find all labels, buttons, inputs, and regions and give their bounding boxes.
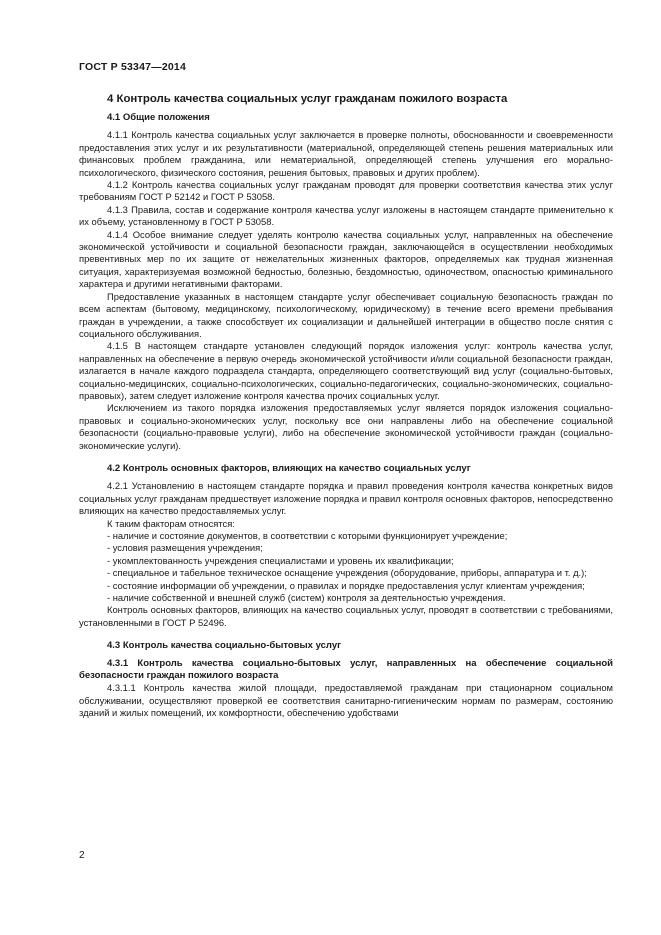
paragraph-4-2-1: 4.2.1 Установлению в настоящем стандарте порядка и правил проведения контроля качества конкретных видов социальных услуг гражданам предшествует изложение порядка и правил контроля основных факторов, непосредственно влияющих на качество предоставляемых услуг. [79, 480, 613, 517]
list-item: - наличие и состояние документов, в соответствии с которыми функционирует учреждение; [107, 530, 508, 541]
list-item: - укомплектованность учреждения специалистами и уровень их квалификации; [107, 554, 454, 566]
subsection-4-2-title: 4.2 Контроль основных факторов, влияющих на качество социальных услуг [107, 462, 471, 474]
paragraph-4-3-1-1: 4.3.1.1 Контроль качества жилой площади, предоставляемой гражданам при стационарном социальном обслуживании, осуществляют проверкой ее соответствия санитарно-гигиеническим нормам по размерам, состоянию зданий и жилых помещений, их комфортности, обеспечению удобствами [79, 682, 613, 719]
standard-header: ГОСТ Р 53347—2014 [79, 61, 187, 73]
page-number: 2 [79, 850, 85, 861]
paragraph-4-1-4: 4.1.4 Особое внимание следует уделять контролю качества социальных услуг, направленных на обеспечение экономической устойчивости и социальной безопасности граждан, заключающейся в осуществлении необходимых превентивных мер по их защите от нежелательных жизненных факторов, определяемых как трудная жизненная ситуация, характеризуемая возможной бедностью, болезнью, бездомностью, одиночеством, опасностью криминального характера и другими негативными факторами. [79, 228, 613, 290]
list-intro: К таким факторам относятся: [107, 517, 235, 529]
subsection-4-1-title: 4.1 Общие положения [107, 112, 210, 123]
paragraph-4-1-1: 4.1.1 Контроль качества социальных услуг заключается в проверке полноты, обоснованности и своевременности предоставления этих услуг и их результативности (материальной, определяющей степень решения материальных или финансовых проблем гражданина, или нематериальной, определяющей степень улучшения его морально-психологического, физического состояния, решения бытовых, правовых и других проблем). [79, 129, 613, 178]
list-item: - наличие собственной и внешней служб (систем) контроля за деятельностью учреждения. [107, 592, 506, 604]
paragraph-4-1-3: 4.1.3 Правила, состав и содержание контроля качества услуг изложены в настоящем стандарте применительно к их объему, установленному в ГОСТ Р 53058. [79, 203, 613, 228]
paragraph-4-1-5-exception: Исключением из такого порядка изложения предоставляемых услуг является порядок изложения социально-правовых и социально-экономических услуг, поскольку все они направлены либо на обеспечение социальной безопасности (социально-правовые услуги), либо на обеспечение экономической устойчивости граждан (социально-экономические услуги). [79, 402, 613, 451]
paragraph-4-2-closing: Контроль основных факторов, влияющих на качество социальных услуг, проводят в соответствии с требованиями, установленными в ГОСТ Р 52496. [79, 604, 613, 628]
subsection-4-3-title: 4.3 Контроль качества социально-бытовых услуг [107, 640, 342, 652]
paragraph-4-1-2: 4.1.2 Контроль качества социальных услуг гражданам проводят для проверки соответствия качества этих услуг требованиям ГОСТ Р 52142 и ГОСТ Р 53058. [79, 179, 613, 203]
paragraph-4-1-4-continued: Предоставление указанных в настоящем стандарте услуг обеспечивает социальную безопасность граждан по всем аспектам (бытовому, медицинскому, психологическому, юридическому) в течение всего времени пребывания граждан в учреждении, а также способствует их социализации и дальнейшей интеграции в общество после снятия с социального обслуживания. [79, 290, 613, 339]
section-title: 4 Контроль качества социальных услуг гражданам пожилого возраста [107, 93, 508, 105]
list-item: - состояние информации об учреждении, о правилах и порядке предоставления услуг клиентам учреждения; [107, 579, 585, 591]
list-item: - специальное и табельное техническое оснащение учреждения (оборудование, приборы, аппаратура и т. д.); [107, 567, 587, 579]
subsection-4-3-1-title: 4.3.1 Контроль качества социально-бытовых услуг, направленных на обеспечение социальной безопасности граждан пожилого возраста [79, 657, 613, 682]
document-body [79, 92, 613, 720]
list-item: - условия размещения учреждения; [107, 542, 263, 554]
paragraph-4-1-5: 4.1.5 В настоящем стандарте установлен следующий порядок изложения услуг: контроль качества услуг, направленных на обеспечение в первую очередь экономической устойчивости и/или социальной безопасности граждан, излагается в начале каждого подраздела стандарта, определяющего соответствующий вид услуг (социально-бытовых, социально-медицинских, социально-психологических, социально-педагогических, социально-экономических, социально-правовых), затем следует изложение контроля качества прочих социальных услуг. [79, 340, 613, 401]
